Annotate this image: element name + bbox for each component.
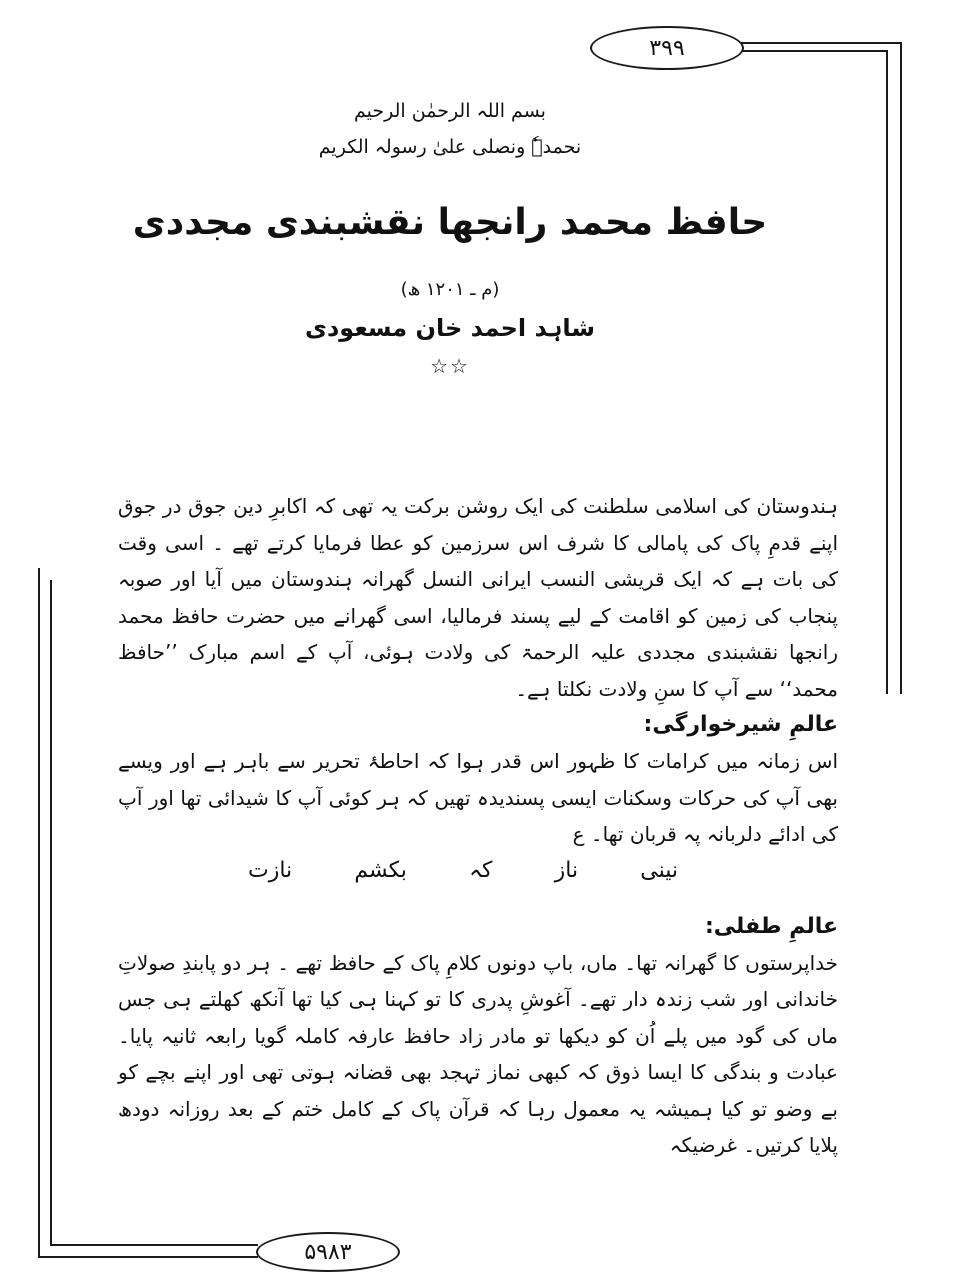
frame-top-line-inner <box>740 50 886 52</box>
author-name: شاہد احمد خان مسعودی <box>304 314 596 342</box>
verse-word: نازت <box>248 857 293 883</box>
footer-number: ۵۹۸۳ <box>256 1232 400 1272</box>
frame-top-line <box>740 42 900 44</box>
death-date: (م ـ ۱۲۰۱ ھ) <box>400 279 500 300</box>
verse-word: نینی <box>640 857 678 883</box>
star-divider: ☆☆ <box>430 354 470 378</box>
hamd: نحمدہٗ ونصلی علیٰ رسولہ الکریم <box>318 136 582 158</box>
frame-right-inner-line <box>886 50 888 694</box>
infancy-paragraph: اس زمانہ میں کرامات کا ظہور اس قدر ہوا کہ احاطۂ تحریر سے باہر ہے اور ویسے بھی آپ کی حرکات وسکنات ایسی پسندیدہ تھیں کہ ہر کوئی آپ کا شیدائی تھا اور آپ کی ادائے دلربانہ پہ قربان تھا۔ ع <box>118 749 838 846</box>
section-heading-childhood: عالمِ طفلی: <box>704 913 838 939</box>
verse-word: کہ <box>469 857 493 883</box>
page-number: ۳۹۹ <box>590 26 744 70</box>
frame-left-outer-line <box>38 568 40 1256</box>
childhood-paragraph: خداپرستوں کا گھرانہ تھا۔ ماں، باپ دونوں کلامِ پاک کے حافظ تھے ۔ ہر دو پابندِ صولاتِ خاندانی اور شب زندہ دار تھے۔ آغوشِ پدری کا تو کہنا ہی کیا تھا آنکھ کھلتے ہی جس ماں کی گود میں پلے اُن کو دیکھا تو مادر زاد حافظ عارفہ کاملہ گویا رابعہ ثانیہ پایا۔ عبادت و بندگی کا ایسا ذوق کہ کبھی نماز تہجد بھی قضانہ ہوتی تھی اور اپنے بچے کو بے وضو تو کیا ہمیشہ یہ معمول رہا کہ قرآن پاک کے کامل ختم کے بعد روزانہ دودھ پلایا کرتیں۔ غرضیکہ <box>118 950 838 1157</box>
frame-bottom-outer-line <box>38 1256 258 1258</box>
header-block <box>60 90 840 378</box>
section-heading-infancy: عالمِ شیرخوارگی: <box>643 712 838 737</box>
frame-bottom-inner-line <box>50 1244 258 1246</box>
bismillah: بسم اللہ الرحمٰن الرحیم <box>354 100 546 122</box>
verse-line <box>248 853 678 889</box>
verse-word: بکشم <box>354 857 407 883</box>
body-text <box>118 488 838 1164</box>
frame-left-inner-line <box>50 580 52 1244</box>
article-title: حافظ محمد رانجھا نقشبندی مجددی <box>132 202 768 243</box>
frame-right-outer-line <box>900 42 902 694</box>
verse-word: ناز <box>554 857 579 883</box>
intro-paragraph: ہندوستان کی اسلامی سلطنت کی ایک روشن برکت یہ تھی کہ اکابرِ دین جوق در جوق اپنے قدمِ پاک کی پامالی کا شرف اس سرزمین کو عطا فرمایا کرتے تھے ۔ اسی وقت کی بات ہے کہ ایک قریشی النسب ایرانی النسل گھرانہ ہندوستان میں آیا اور صوبہ پنجاب کی زمین کو اقامت کے لیے پسند فرمالیا، اسی گھرانے میں حضرت حافظ محمد رانجھا نقشبندی مجددی علیہ الرحمۃ کی ولادت ہوئی، آپ کے اسم مبارک ’’حافظ محمد‘‘ سے آپ کا سنِ ولادت نکلتا ہے۔ <box>118 494 838 701</box>
